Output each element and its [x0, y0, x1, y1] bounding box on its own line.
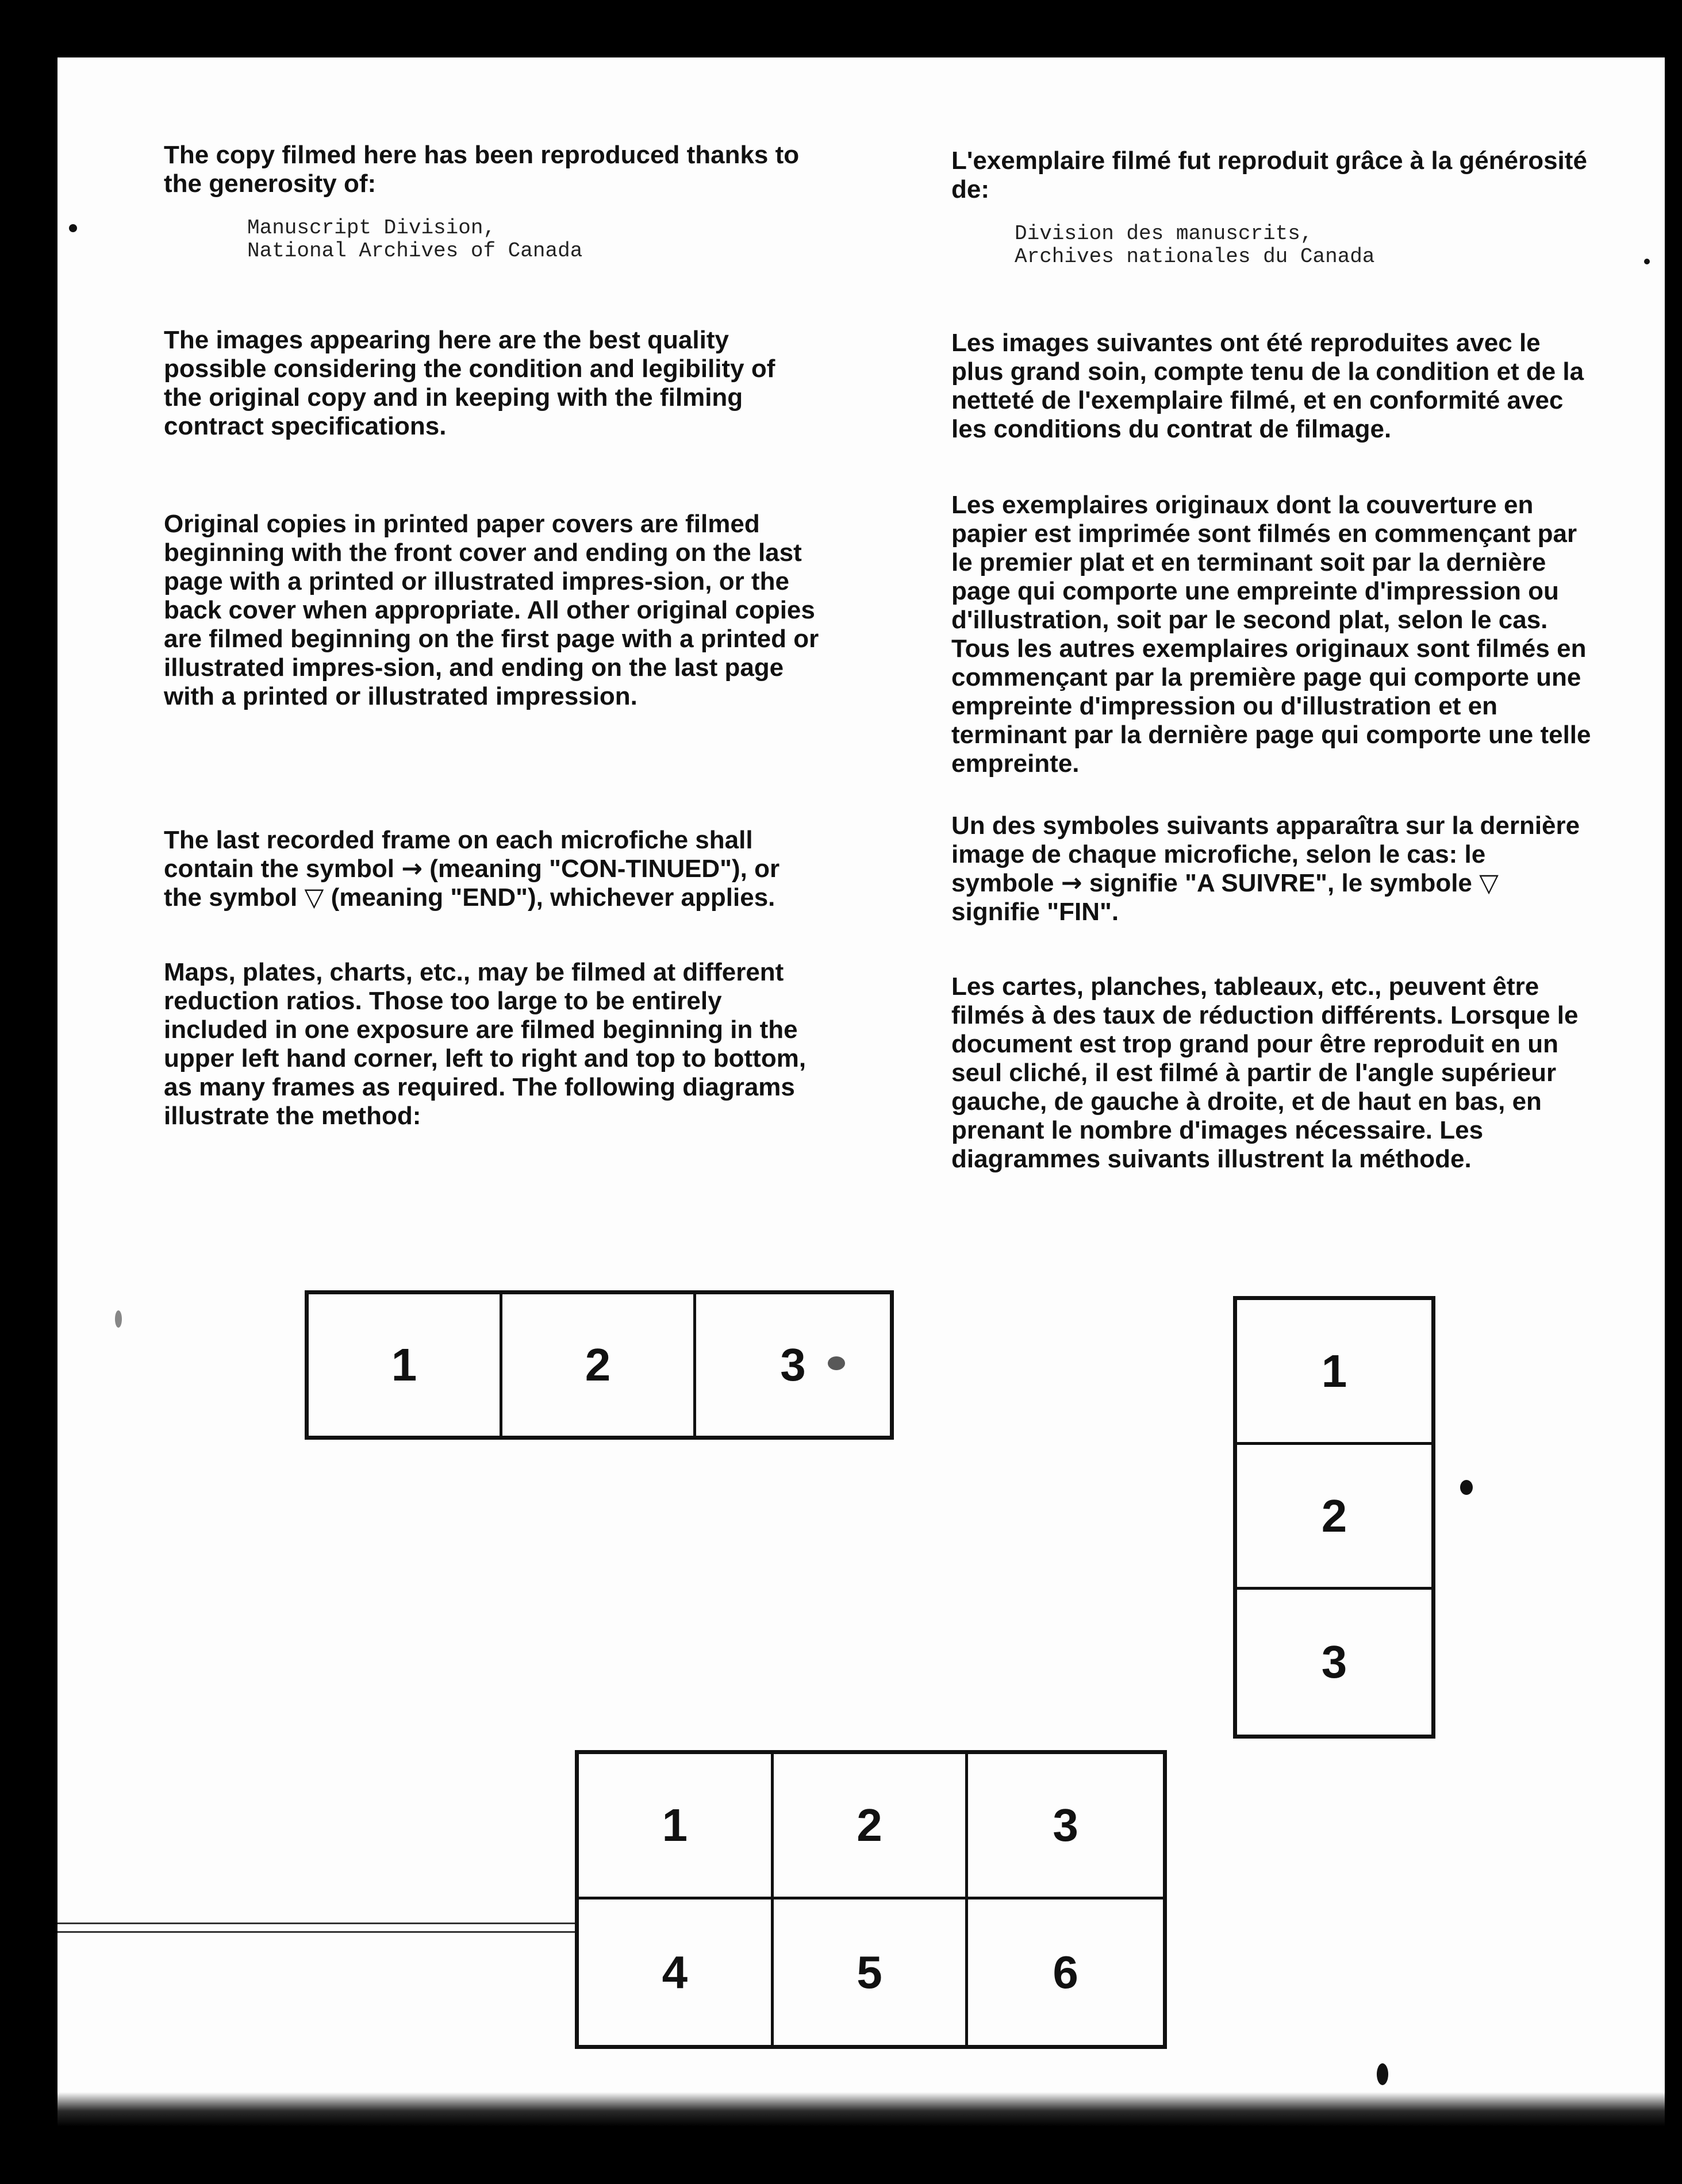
end-triangle-icon: ▽: [304, 883, 324, 912]
french-covers-paragraph: Les exemplaires originaux dont la couverture en papier est imprimée sont filmés en commençant par le premier plat et en terminant soit par la dernière page qui comporte une empreinte d'impression ou d'illustration, soit par le second plat, selon le cas. Tous les autres exemplaires originaux sont filmés en commençant par la première page qui comporte une empreinte d'impression ou d'illustration et en terminant par la dernière page qui comporte une telle empreinte.: [951, 491, 1591, 778]
scan-speck: [69, 224, 77, 232]
frame-cell: 6: [1053, 1946, 1078, 1998]
english-symbol-paragraph: [164, 826, 819, 912]
french-symbol-text-1: Un des symboles suivants apparaîtra sur la dernière image de chaque microfiche, selon le cas: le symbole: [951, 812, 1580, 897]
english-intro: The copy filmed here has been reproduced thanks to the generosity of:: [164, 141, 800, 198]
french-quality-paragraph: Les images suivantes ont été reproduites avec le plus grand soin, compte tenu de la condition et de la netteté de l'exemplaire filmé, et en conformité avec les conditions du contrat de filmage.: [951, 329, 1584, 443]
frame-cell: 1: [309, 1294, 502, 1436]
french-intro: L'exemplaire filmé fut reproduit grâce à la générosité de:: [951, 147, 1587, 203]
english-covers-paragraph: Original copies in printed paper covers are filmed beginning with the front cover and ending on the last page with a printed or illustrated impres-sion, or the back cover when appropriate. All other original copies are filmed beginning on the first page with a printed or illustrated impres-sion, and ending on the last page with a printed or illustrated impression.: [164, 510, 819, 710]
continued-arrow-icon: →: [1061, 868, 1082, 898]
frame-cell: 4: [579, 1900, 774, 2045]
frame-cell: 1: [579, 1754, 774, 1900]
english-institution-line2: National Archives of Canada: [247, 239, 583, 263]
english-quality-paragraph: The images appearing here are the best quality possible considering the condition and legibility of the original copy and in keeping with the filming contract specifications.: [164, 326, 775, 440]
english-symbol-text-2: (meaning "CON-TINUED"), or the symbol: [164, 855, 780, 912]
english-institution-line1: Manuscript Division,: [247, 216, 496, 240]
frame-cell: 3: [1321, 1636, 1347, 1687]
diagram-grid-six: [575, 1750, 1167, 2049]
margin-rule: [57, 1931, 586, 1933]
english-symbol-text-1: The last recorded frame on each microfiche shall contain the symbol: [164, 826, 753, 883]
scan-speck: [1460, 1480, 1473, 1495]
scan-speck: [1377, 2063, 1388, 2085]
scan-speck: [115, 1310, 122, 1328]
diagram-row-three: [305, 1290, 894, 1440]
diagram-column-three: [1233, 1296, 1435, 1739]
scan-speck: [828, 1356, 845, 1370]
margin-rule: [57, 1922, 586, 1924]
frame-cell: 2: [502, 1294, 696, 1436]
frame-cell: 2: [774, 1754, 969, 1900]
end-triangle-icon: ▽: [1479, 868, 1499, 898]
french-symbol-text-3: signifie "FIN".: [951, 898, 1119, 926]
french-institution-line1: Division des manuscrits,: [1015, 222, 1313, 245]
english-institution: [247, 217, 819, 263]
french-symbol-text-2: signifie "A SUIVRE", le symbole: [1089, 869, 1472, 897]
frame-cell: 3: [968, 1754, 1163, 1900]
english-maps-paragraph: Maps, plates, charts, etc., may be filmed at different reduction ratios. Those too large to be entirely included in one exposure are filmed beginning in the upper left hand corner, left to right and top to bottom, as many frames as required. The following diagrams illustrate the method:: [164, 958, 807, 1130]
french-institution: [1015, 222, 1592, 268]
scan-speck: [1644, 259, 1650, 264]
french-institution-line2: Archives nationales du Canada: [1015, 245, 1375, 268]
sheet-bottom-shadow: [57, 2092, 1665, 2127]
english-symbol-text-3: (meaning "END"), whichever applies.: [331, 883, 775, 912]
frame-cell: 1: [1237, 1300, 1431, 1445]
french-column: [951, 147, 1592, 1174]
continued-arrow-icon: →: [401, 854, 423, 883]
frame-cell: 2: [1237, 1445, 1431, 1590]
french-symbol-paragraph: [951, 812, 1592, 926]
english-column: [164, 141, 819, 1131]
french-maps-paragraph: Les cartes, planches, tableaux, etc., peuvent être filmés à des taux de réduction différents. Lorsque le document est trop grand pour être reproduit en un seul cliché, il est filmé à partir de l'angle supérieur gauche, de gauche à droite, et de haut en bas, en prenant le nombre d'images nécessaire. Les diagrammes suivants illustrent la méthode.: [951, 972, 1579, 1173]
frame-cell: 5: [774, 1900, 969, 2045]
frame-cell: 3: [780, 1339, 806, 1390]
